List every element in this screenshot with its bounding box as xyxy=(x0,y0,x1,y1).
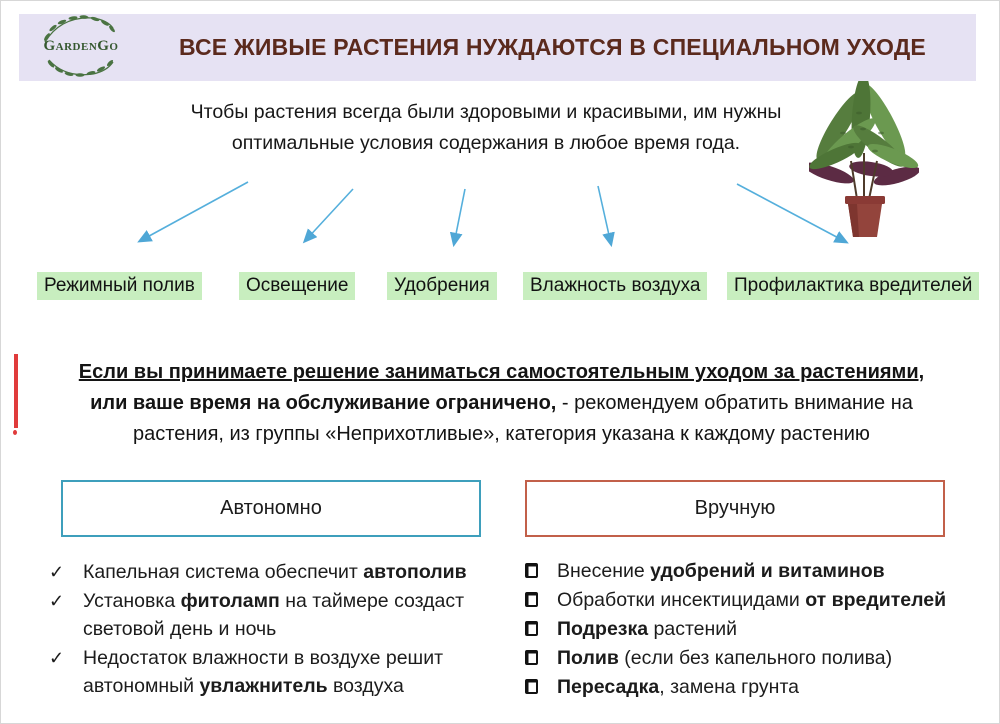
intro-text xyxy=(151,97,821,159)
list-item xyxy=(521,645,981,673)
autonomous-list xyxy=(47,558,497,701)
list-item xyxy=(47,587,497,643)
plant-image xyxy=(809,81,919,246)
intro-line-2: оптимальные условия содержания в любое время года. xyxy=(231,132,741,154)
list-item xyxy=(521,616,981,644)
list-item-text: Пересадка, замена грунта xyxy=(557,676,799,698)
header-banner xyxy=(19,14,976,81)
manual-list xyxy=(521,558,981,703)
category-chip-pests: Профилактика вредителей xyxy=(727,272,979,300)
manual-option-box xyxy=(525,480,945,537)
logo-text: GardenGo xyxy=(43,38,119,54)
list-item-text: Внесение удобрений и витаминов xyxy=(557,560,885,582)
checkbox-icon xyxy=(521,616,557,644)
checkmark-icon: ✓ xyxy=(49,562,65,582)
category-chip-humidity: Влажность воздуха xyxy=(523,272,707,300)
list-item xyxy=(521,558,981,586)
checkmark-icon: ✓ xyxy=(49,591,65,611)
list-item-text: Капельная система обеспечит автополив xyxy=(83,561,467,583)
category-chip-lighting: Освещение xyxy=(239,272,355,300)
checkbox-icon xyxy=(521,587,557,615)
autonomous-option-label: Автономно xyxy=(220,497,322,519)
checkbox-icon xyxy=(521,558,557,586)
red-accent-dot xyxy=(13,430,17,435)
list-item xyxy=(47,558,497,586)
list-item-text: Обработки инсектицидами от вредителей xyxy=(557,589,947,611)
checkmark-icon: ✓ xyxy=(49,648,65,668)
note-line-1: Если вы принимаете решение заниматься самостоятельным уходом за растениями, xyxy=(78,361,925,383)
note-line-2: или ваше время на обслуживание ограничено, - рекомендуем обратить внимание на xyxy=(90,392,913,414)
note-line-3: растения, из группы «Неприхотливые», категория указана к каждому растению xyxy=(133,423,870,445)
list-item xyxy=(521,587,981,615)
list-item-text: Недостаток влажности в воздухе решит автономный увлажнитель воздуха xyxy=(83,647,444,697)
list-item-text: Установка фитоламп на таймере создаст световой день и ночь xyxy=(83,590,465,640)
arrow-icon-2 xyxy=(305,189,353,241)
gardengo-logo xyxy=(31,12,131,82)
list-item xyxy=(47,644,497,700)
arrow-icon-3 xyxy=(454,189,465,244)
red-accent-bar xyxy=(14,354,18,428)
manual-option-label: Вручную xyxy=(694,497,776,519)
list-item-text: Подрезка растений xyxy=(557,618,738,640)
arrow-icon-1 xyxy=(140,182,248,241)
page-title: ВСЕ ЖИВЫЕ РАСТЕНИЯ НУЖДАЮТСЯ В СПЕЦИАЛЬНОМ УХОДЕ xyxy=(179,34,926,60)
checkbox-icon xyxy=(521,674,557,702)
advice-note xyxy=(29,357,974,450)
list-item-text: Полив (если без капельного полива) xyxy=(557,647,893,669)
category-chip-fertilizer: Удобрения xyxy=(387,272,497,300)
checkbox-icon xyxy=(521,645,557,673)
intro-line-1: Чтобы растения всегда были здоровыми и красивыми, им нужны xyxy=(190,101,782,123)
list-item xyxy=(521,674,981,702)
arrow-icon-4 xyxy=(598,186,611,244)
autonomous-option-box xyxy=(61,480,481,537)
category-chip-watering: Режимный полив xyxy=(37,272,202,300)
